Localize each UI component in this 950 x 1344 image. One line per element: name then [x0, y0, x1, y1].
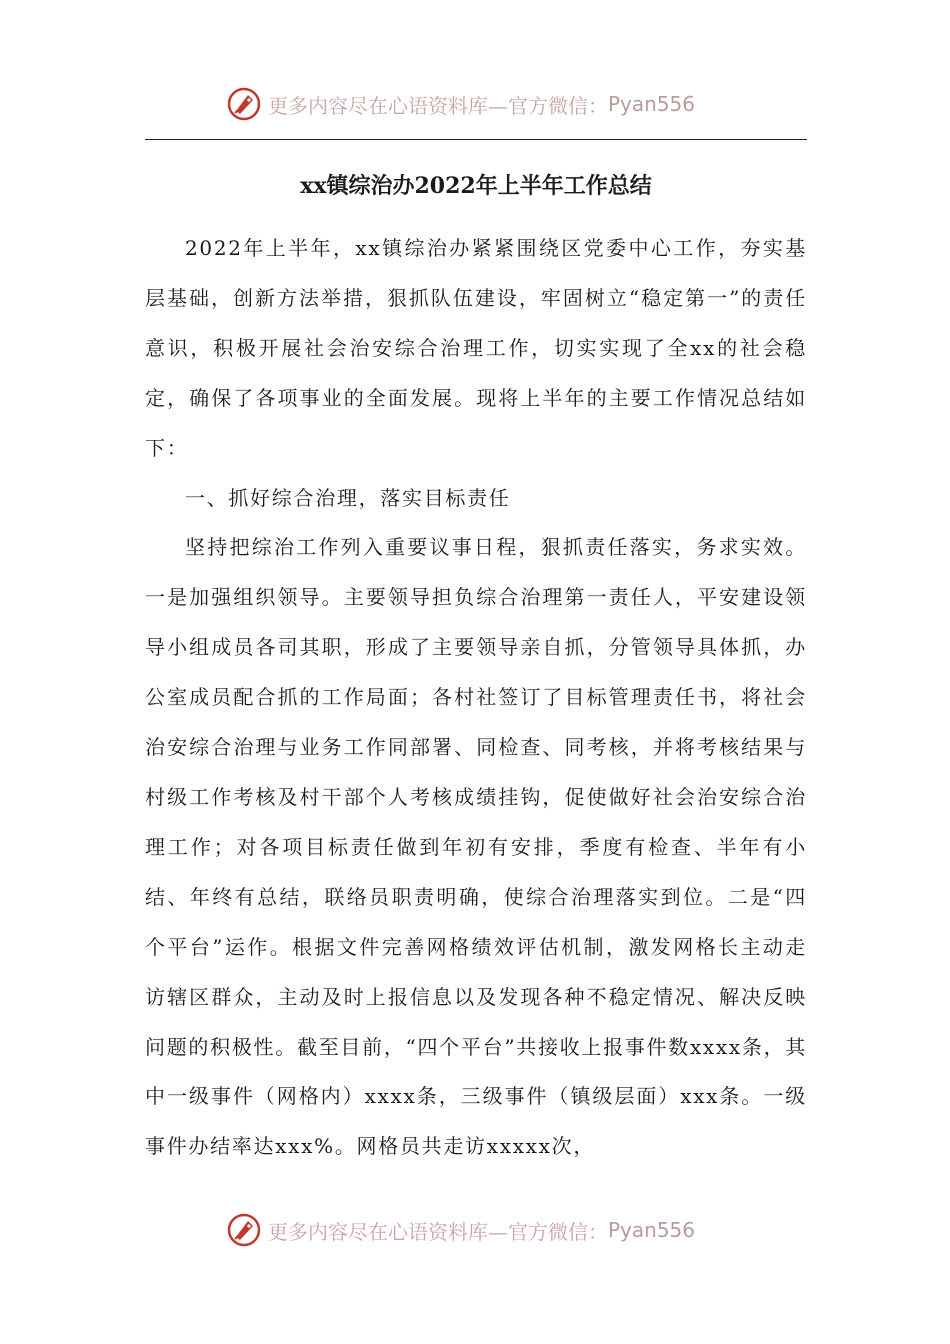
section-paragraph: 坚持把综治工作列入重要议事日程，狠抓责任落实，务求实效。一是加强组织领导。主要领导担负综合治理第一责任人，平安建设领导小组成员各司其职，形成了主要领导亲自抓，分管领导具体抓，办公室成员配合抓的工作局面；各村社签订了目标管理责任书，将社会治安综合治理与业务工作同部署、同检查、同考核，并将考核结果与村级工作考核及村干部个人考核成绩挂钩，促使做好社会治安综合治理工作；对各项目标责任做到年初有安排，季度有检查、半年有小结、年终有总结，联络员职责明确，使综合治理落实到位。二是“四个平台”运作。根据文件完善网格绩效评估机制，激发网格长主动走访辖区群众，主动及时上报信息以及发现各种不稳定情况、解决反映问题的积极性。截至目前，“四个平台”共接收上报事件数xxxx条，其中一级事件（网格内）xxxx条，三级事件（镇级层面）xxx条。一级事件办结率达xxx%。网格员共走访xxxxx次，: [145, 535, 807, 1159]
intro-paragraph: 2022年上半年，xx镇综治办紧紧围绕区党委中心工作，夯实基层基础，创新方法举措，狠抓队伍建设，牢固树立“稳定第一”的责任意识，积极开展社会治安综合治理工作，切实实现了全xx的社会稳定，确保了各项事业的全面发展。现将上半年的主要工作情况总结如下：: [145, 236, 807, 460]
watermark-text: 更多内容尽在心语资料库—官方微信：: [268, 93, 608, 118]
section-heading: 一、抓好综合治理，落实目标责任: [185, 485, 511, 510]
header-watermark: [226, 84, 746, 124]
pen-nib-logo-icon: [226, 86, 262, 122]
watermark-wechat-id: Pyan556: [608, 92, 696, 116]
pen-nib-logo-icon: [226, 1212, 262, 1248]
footer-watermark: [226, 1210, 746, 1250]
document-body: [145, 224, 807, 1172]
document-title: xx镇综治办2022年上半年工作总结: [300, 173, 652, 199]
watermark-text: 更多内容尽在心语资料库—官方微信：: [268, 1219, 608, 1244]
header-divider: [145, 139, 807, 140]
watermark-wechat-id: Pyan556: [608, 1218, 696, 1242]
